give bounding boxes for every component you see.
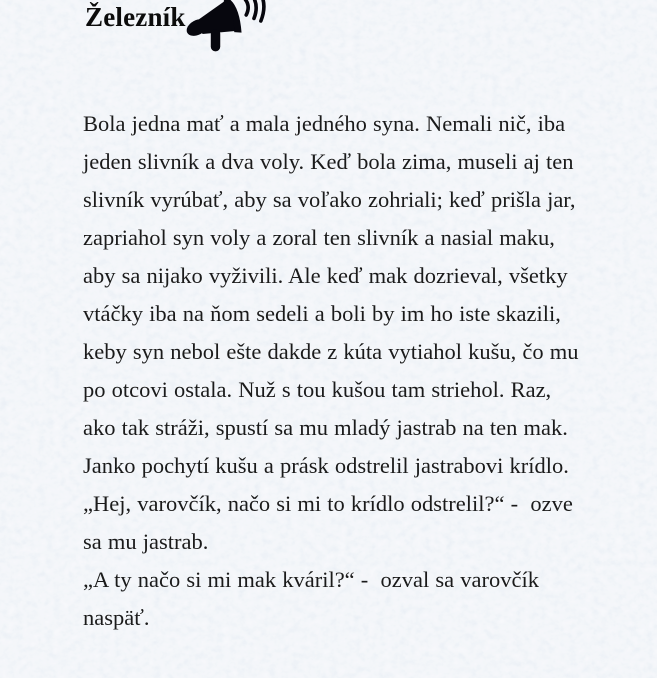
- megaphone-icon: [180, 0, 266, 52]
- story-line: keby syn nebol ešte dakde z kúta vytiahol kušu, čo mu: [83, 339, 579, 364]
- story-line: sa mu jastrab.: [83, 529, 209, 554]
- story-line: ako tak stráži, spustí sa mu mladý jastrab na ten mak.: [83, 415, 568, 440]
- story-line: „A ty načo si mi mak kváril?“ - ozval sa varovčík: [83, 567, 539, 592]
- story-line: jeden slivník a dva voly. Keď bola zima, museli aj ten: [83, 149, 574, 174]
- story-line: zapriahol syn voly a zoral ten slivník a nasial maku,: [83, 225, 555, 250]
- story-text: [83, 105, 593, 637]
- page-title: Železník: [85, 2, 186, 32]
- story-line: slivník vyrúbať, aby sa voľako zohriali; keď prišla jar,: [83, 187, 576, 212]
- story-line: „Hej, varovčík, načo si mi to krídlo odstrelil?“ - ozve: [83, 491, 573, 516]
- story-line: naspäť.: [83, 605, 150, 630]
- megaphone-read-aloud-icon[interactable]: [180, 0, 266, 52]
- story-line: po otcovi ostala. Nuž s tou kušou tam striehol. Raz,: [83, 377, 552, 402]
- story-line: vtáčky iba na ňom sedeli a boli by im ho iste skazili,: [83, 301, 561, 326]
- story-line: Bola jedna mať a mala jedného syna. Nemali nič, iba: [83, 111, 566, 136]
- story-line: Janko pochytí kušu a prásk odstrelil jastrabovi krídlo.: [83, 453, 569, 478]
- story-line: aby sa nijako vyživili. Ale keď mak dozrieval, všetky: [83, 263, 568, 288]
